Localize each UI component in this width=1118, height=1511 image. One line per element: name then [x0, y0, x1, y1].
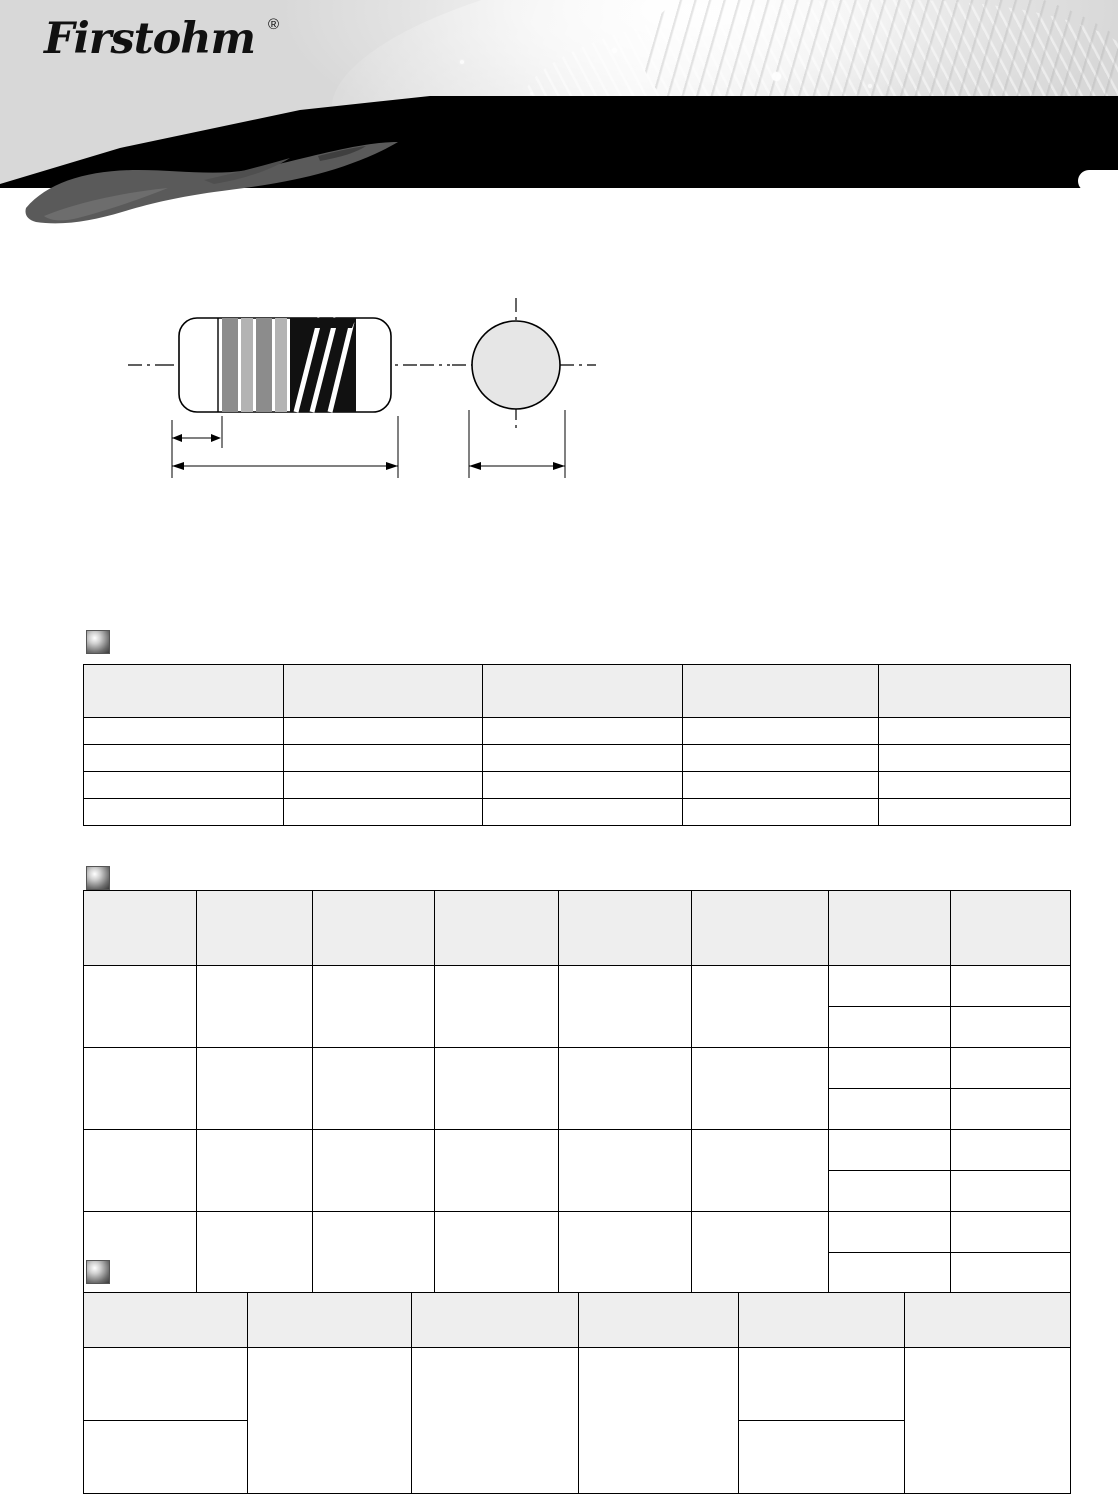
table-cell	[84, 1130, 197, 1212]
table-header-cell	[84, 891, 197, 966]
table-header-cell	[247, 1293, 411, 1348]
table-cell	[828, 1212, 950, 1253]
table-cell	[483, 718, 683, 745]
table-cell	[683, 772, 879, 799]
table-cell	[692, 1212, 829, 1294]
table-cell	[313, 1212, 435, 1294]
table-cell	[84, 745, 284, 772]
table-header-cell	[692, 891, 829, 966]
company-logo-text: Firstohm	[44, 14, 256, 64]
table-cell	[878, 772, 1070, 799]
table-cell	[950, 1048, 1070, 1089]
table-cell	[84, 718, 284, 745]
table-cell	[558, 1212, 691, 1294]
table-cell	[828, 1007, 950, 1048]
table-header-cell	[313, 891, 435, 966]
table-cell	[828, 1130, 950, 1171]
table-header-row	[84, 891, 1071, 966]
table-cell	[483, 799, 683, 826]
table-cell	[739, 1421, 905, 1494]
table-cell	[828, 966, 950, 1007]
table-cell	[828, 1171, 950, 1212]
table-cell	[84, 966, 197, 1048]
table-cell	[435, 1130, 559, 1212]
table-row	[84, 1348, 1071, 1421]
table-cell	[950, 1089, 1070, 1130]
table-cell	[950, 1007, 1070, 1048]
table-cell	[435, 1048, 559, 1130]
table-cell	[950, 1253, 1070, 1294]
table-cell	[558, 1048, 691, 1130]
table-row	[84, 799, 1071, 826]
table-cell	[483, 745, 683, 772]
table-cell	[313, 1048, 435, 1130]
table-cell	[692, 1048, 829, 1130]
table-header-cell	[905, 1293, 1071, 1348]
table-cell	[683, 799, 879, 826]
table-header-row	[84, 1293, 1071, 1348]
table-cell	[313, 966, 435, 1048]
table-header-cell	[411, 1293, 579, 1348]
table-cell	[247, 1348, 411, 1494]
table-cell	[828, 1048, 950, 1089]
table-cell	[905, 1348, 1071, 1494]
table-header-cell	[828, 891, 950, 966]
table-cell	[828, 1089, 950, 1130]
header-band-notch	[1078, 170, 1118, 192]
table-row	[84, 1212, 1071, 1253]
table-header-cell	[483, 665, 683, 718]
table-cell	[313, 1130, 435, 1212]
table-cell	[283, 745, 483, 772]
table-cell	[283, 772, 483, 799]
table-header-cell	[579, 1293, 739, 1348]
table-cell	[196, 1048, 312, 1130]
table-cell	[196, 966, 312, 1048]
table-cell	[950, 1171, 1070, 1212]
table-cell	[483, 772, 683, 799]
section-bullet-dimensions	[86, 630, 110, 654]
table-header-row	[84, 665, 1071, 718]
registered-trademark-icon: ®	[268, 16, 280, 33]
table-header-cell	[435, 891, 559, 966]
table-header-cell	[84, 1293, 248, 1348]
table-cell	[828, 1253, 950, 1294]
page-header	[0, 0, 1118, 240]
table-cell	[692, 1130, 829, 1212]
table-cell	[579, 1348, 739, 1494]
table-cell	[435, 1212, 559, 1294]
table-header-cell	[283, 665, 483, 718]
table-header-cell	[558, 891, 691, 966]
table-row	[84, 772, 1071, 799]
table-cell	[692, 966, 829, 1048]
product-outline-drawing	[0, 270, 1118, 500]
table-cell	[84, 1421, 248, 1494]
table-cell	[950, 1212, 1070, 1253]
table-cell	[435, 966, 559, 1048]
specifications-table	[83, 890, 1071, 1294]
table-cell	[411, 1348, 579, 1494]
table-cell	[84, 1348, 248, 1421]
table-row	[84, 718, 1071, 745]
table-cell	[196, 1212, 312, 1294]
brush-stroke-graphic	[18, 130, 418, 240]
table-header-cell	[739, 1293, 905, 1348]
table-cell	[196, 1130, 312, 1212]
derating-table	[83, 1292, 1071, 1494]
table-cell	[950, 966, 1070, 1007]
table-row	[84, 1130, 1071, 1171]
table-cell	[950, 1130, 1070, 1171]
dimensions-table	[83, 664, 1071, 826]
table-header-cell	[878, 665, 1070, 718]
table-header-cell	[950, 891, 1070, 966]
section-bullet-derating	[86, 1260, 110, 1284]
table-row	[84, 966, 1071, 1007]
table-cell	[84, 1048, 197, 1130]
table-cell	[878, 718, 1070, 745]
table-cell	[558, 966, 691, 1048]
table-row	[84, 745, 1071, 772]
table-header-cell	[683, 665, 879, 718]
table-cell	[283, 718, 483, 745]
table-cell	[283, 799, 483, 826]
table-cell	[739, 1348, 905, 1421]
section-bullet-specifications	[86, 866, 110, 890]
table-cell	[84, 799, 284, 826]
table-cell	[558, 1130, 691, 1212]
table-cell	[683, 718, 879, 745]
table-cell	[878, 799, 1070, 826]
table-row	[84, 1048, 1071, 1089]
table-cell	[878, 745, 1070, 772]
table-header-cell	[84, 665, 284, 718]
table-header-cell	[196, 891, 312, 966]
table-cell	[683, 745, 879, 772]
table-cell	[84, 772, 284, 799]
